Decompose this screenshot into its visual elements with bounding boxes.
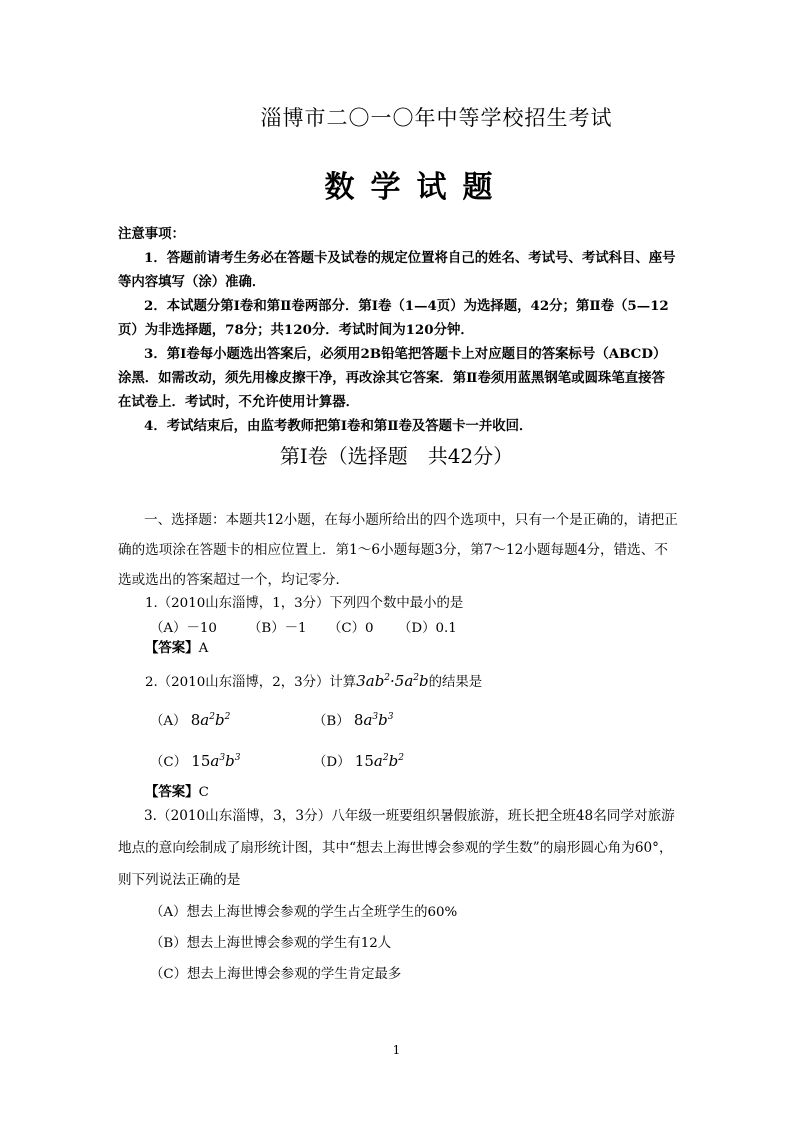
- notice-heading: 注意事项：: [118, 226, 185, 242]
- question-1-option-b: （B）－1: [248, 621, 307, 636]
- option-expression: $8a^3b^3$: [353, 711, 394, 729]
- section-intro-text: 一、选择题：本题共12小题，在每小题所给出的四个选项中，只有一个是正确的，请把正确的选项涂在答题卡的相应位置上．第1～6小题每题3分，第7～12小题每题4分，错选、不选或选出的答案超过一个，均记零分．: [118, 512, 678, 588]
- option-expression: $15a^2b^2$: [354, 752, 404, 770]
- question-1-option-c: （C）0: [328, 621, 374, 636]
- question-3-stem: [118, 800, 678, 896]
- question-3-option-c: （C）想去上海世博会参观的学生肯定最多: [150, 967, 402, 982]
- notice-item: 4．考试结束后，由监考教师把第Ⅰ卷和第Ⅱ卷及答题卡一并收回．: [144, 418, 533, 434]
- question-1-answer: [145, 637, 208, 656]
- answer-value: A: [198, 641, 209, 656]
- answer-value: C: [198, 785, 209, 800]
- exam-title: 淄博市二〇一〇年中等学校招生考试: [260, 106, 613, 130]
- notice-item: 1．答题前请考生务必在答题卡及试卷的规定位置将自己的姓名、考试号、考试科目、座号等内容填写（涂）准确．: [118, 250, 676, 290]
- question-1-option-a: （A）－10: [150, 621, 217, 636]
- question-2-expression: $3ab^2\cdot 5a^2b$: [356, 672, 429, 690]
- question-2-option-a: [150, 710, 230, 729]
- question-3-option-a: （A）想去上海世博会参观的学生占全班学生的60%: [150, 905, 458, 920]
- answer-label: 【答案】: [145, 784, 199, 800]
- question-2-answer: [145, 781, 209, 800]
- question-1-option-d: （D）0.1: [398, 621, 457, 636]
- option-expression: $15a^3b^3$: [191, 752, 241, 770]
- notice-item: 3．第Ⅰ卷每小题选出答案后，必须用2B铅笔把答题卡上对应题目的答案标号（ABCD）涂黑．如需改动，须先用橡皮擦干净，再改涂其它答案．第Ⅱ卷须用蓝黑钢笔或圆珠笔直接答在试卷上．考试时，不允许使用计算器．: [118, 346, 667, 410]
- notice-item: 2．本试题分第Ⅰ卷和第Ⅱ卷两部分．第Ⅰ卷（1—4页）为选择题，42分；第Ⅱ卷（5—12页）为非选择题，78分；共120分．考试时间为120分钟．: [118, 298, 669, 338]
- section-intro: [118, 505, 678, 595]
- question-3-stem-text: 3.（2010山东淄博，3，3分）八年级一班要组织暑假旅游，班长把全班48名同学对旅游地点的意向绘制成了扇形统计图，其中“想去上海世博会参观的学生数”的扇形圆心角为60°，则下列说法正确的是: [118, 808, 675, 888]
- question-3-option-b: （B）想去上海世博会参观的学生有12人: [150, 936, 392, 951]
- question-2-option-d: [313, 751, 404, 770]
- question-2-stem-prefix: 2.（2010山东淄博，2，3分）计算: [145, 675, 357, 690]
- question-2-option-b: [313, 710, 393, 729]
- volume-title: 第Ⅰ卷（选择题 共42分）: [279, 444, 514, 468]
- question-1-stem: 1.（2010山东淄博，1，3分）下列四个数中最小的是: [145, 596, 464, 611]
- answer-label: 【答案】: [145, 640, 199, 656]
- question-2-stem: [145, 668, 482, 693]
- page-number: 1: [392, 1043, 401, 1057]
- subject-title: 数学试题: [324, 170, 509, 205]
- option-label: （D）: [313, 755, 351, 770]
- option-label: （C）: [150, 755, 188, 770]
- notice-section: [118, 222, 678, 438]
- option-label: （A）: [150, 714, 187, 729]
- option-expression: $8a^2b^2$: [190, 711, 231, 729]
- question-2-stem-suffix: 的结果是: [428, 675, 483, 690]
- option-label: （B）: [313, 714, 350, 729]
- question-2-option-c: [150, 751, 240, 770]
